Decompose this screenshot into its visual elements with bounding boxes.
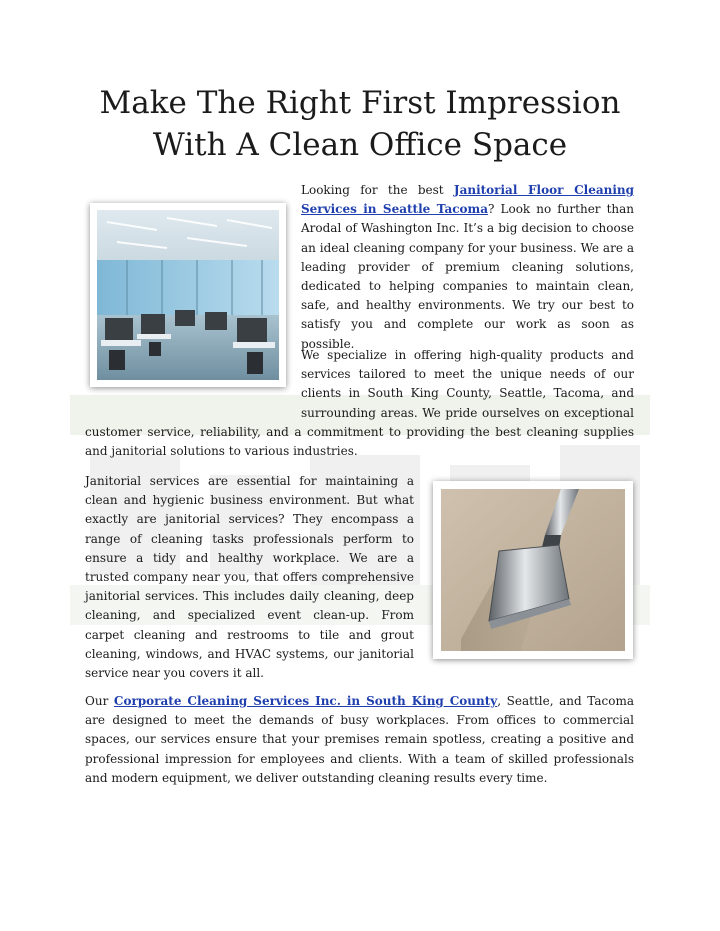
title-line-1: Make The Right First Impression: [99, 85, 621, 121]
janitorial-services-paragraph: [85, 472, 414, 683]
intro-text-before: Looking for the best: [301, 183, 454, 197]
corporate-text-before: Our: [85, 694, 114, 708]
corporate-text-after: , Seattle, and Tacoma are designed to meet the demands of busy workplaces. From offices to commercial spaces, our services ensure that your premises remain spotless, creating a positive and professional impression for employees and clients. With a team of skilled professionals and modern equipment, we deliver outstanding cleaning results every time.: [85, 694, 635, 785]
carpet-cleaning-photo: [433, 481, 633, 659]
corporate-cleaning-services-link[interactable]: Corporate Cleaning Services Inc. in South King County: [113, 694, 498, 708]
page-title: [60, 82, 660, 166]
janitorial-floor-cleaning-link[interactable]: Janitorial Floor Cleaning Services in Seattle Tacoma: [301, 183, 635, 217]
corporate-cleaning-paragraph: [85, 692, 634, 788]
carpet-cleaning-wand-image: [441, 489, 625, 651]
intro-text-after: ? Look no further than Arodal of Washington Inc. It’s a big decision to choose an ideal cleaning company for your business. We are a leading provider of premium cleaning solutions, dedicated to helping companies to maintain clean, safe, and healthy environments. We try our best to satisfy you and complete our work as soon as possible.: [301, 202, 635, 351]
title-line-2: With A Clean Office Space: [152, 127, 568, 163]
specialize-paragraph: [85, 346, 634, 461]
specialize-text: We specialize in offering high-quality products and services tailored to meet the unique needs of our clients in South King County, Seattle, Tacoma, and surrounding areas. We pride ourselves on exceptional customer service, reliability, and a commitment to providing the best cleaning supplies and janitorial solutions to various industries.: [85, 348, 634, 459]
intro-paragraph: [301, 181, 634, 354]
janitorial-services-text: Janitorial services are essential for maintaining a clean and hygienic business environment. But what exactly are janitorial services? They encompass a range of cleaning tasks professionals perform to ensure a tidy and healthy workplace. We are a trusted company near you, that offers comprehensive janitorial services. This includes daily cleaning, deep cleaning, and specialized event clean-up. From carpet cleaning and restrooms to tile and grout cleaning, windows, and HVAC systems, our janitorial service near you covers it all.: [85, 474, 414, 681]
